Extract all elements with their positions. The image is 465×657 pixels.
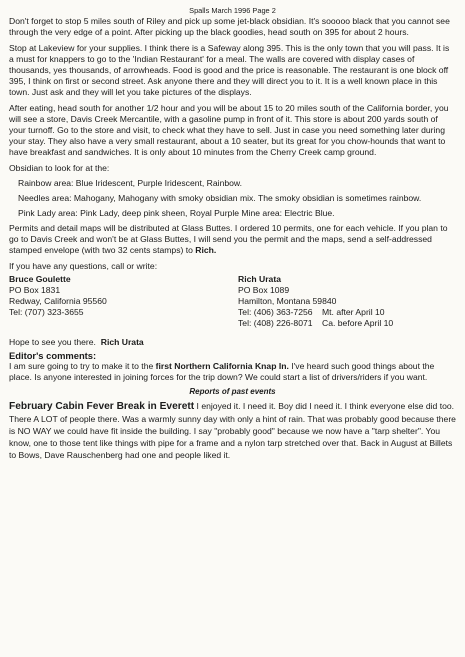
contact-bruce-city: Redway, California 95560: [9, 296, 107, 306]
area-needles: Needles area: Mahogany, Mahogany with smoky obsidian mix. The smoky obsidian is sometimes rainbow.: [18, 193, 422, 203]
hope-text: Hope to see you there.: [9, 337, 96, 347]
contact-bruce-box: PO Box 1831: [9, 285, 61, 295]
paragraph-riley: Don't forget to stop 5 miles south of Riley and pick up some jet-black obsidian. It's sooooo black that you cannot see through the very edge of a point. After picking up the black goodies, head south on 395 for about 2 hours.: [9, 16, 450, 37]
editor-text-lead: I am sure going to try to make it to the: [9, 361, 156, 371]
contact-rich-tel-ca-note: Ca. before April 10: [322, 318, 394, 328]
contact-rich-tel-mt: Tel: (406) 363-7256: [238, 307, 313, 317]
editor-text-rest: I've heard such good things about the place. Is anyone interested in joining forces for the trip down? We could start a list of drivers/riders if you want.: [9, 361, 435, 382]
contact-rich-city: Hamilton, Montana 59840: [238, 296, 337, 306]
page-header: Spalls March 1996 Page 2: [189, 6, 276, 15]
paragraph-davis-creek: After eating, head south for another 1/2 hour and you will be about 15 to 20 miles south of the California border, you will see a store, Davis Creek Mercantile, with a gasoline pump in front of it. This store is about 200 yards south of your turnoff. Go to the store and visit, to check what they have to sell. Just in case you need something later during your stay. They also have a very small restaurant, about a 10 seater, but its great for you chow-hounds that want to have breakfast and sandwiches. It is only about 10 minutes from the Cherry Creek camp ground.: [9, 103, 449, 157]
permits-text: Permits and detail maps will be distributed at Glass Buttes. I ordered 10 permits, one for each vehicle. If you plan to go to Davis Creek and won't be at Glass Buttes, I will send you the permit and the maps, send a self-addressed stamped envelope (with two 32 cents stamps) to: [9, 223, 448, 255]
february-report-title: February Cabin Fever Break in Everett: [9, 401, 195, 412]
questions-line: If you have any questions, call or write:: [9, 261, 158, 271]
contact-bruce: [9, 274, 238, 329]
area-rainbow: Rainbow area: Blue Iridescent, Purple Iridescent, Rainbow.: [18, 178, 243, 188]
contact-rich: [238, 274, 393, 329]
contact-rich-name: Rich Urata: [238, 274, 281, 284]
february-report: [9, 400, 456, 461]
reports-heading: Reports of past events: [189, 387, 276, 396]
contact-rich-tel-mt-row: [238, 307, 393, 318]
area-pink-lady: Pink Lady area: Pink Lady, deep pink sheen, Royal Purple Mine area: Electric Blue.: [18, 208, 335, 218]
contact-rich-tel-mt-note: Mt. after April 10: [322, 307, 385, 317]
obsidian-intro: Obsidian to look for at the:: [9, 163, 110, 173]
editor-comments: [9, 361, 456, 383]
contact-rich-tel-ca: Tel: (408) 226-8071: [238, 318, 313, 328]
contact-rich-box: PO Box 1089: [238, 285, 290, 295]
permits-name: Rich.: [195, 245, 217, 255]
february-report-text: I enjoyed it. I need it. Boy did I need it. I think everyone else did too. There A LOT of people there. Was a warmly sunny day with only a hint of rain. That was probably good because there is NO WAY we could have fit inside the building. I say "probably good" because we now have a "tarp shelter". You know, one to those tent like things with pipe for a frame and a nylon tarp stretched over that. Back in August at Billets to Bows, Dave Rauschenberg had one and people liked it.: [9, 401, 456, 460]
paragraph-lakeview: Stop at Lakeview for your supplies. I think there is a Safeway along 395. This is the only town that you will pass. It is a must for knappers to go to the 'Indian Restaurant' for a meal. The walls are covered with display cases of thousands, yes thousands, of arrowheads. Food is good and the price is reasonable. The restaurant is one block off 395, I think on first or second street. Ask anyone there and they will direct you to it. It is a well known place in this town. Just ask and they will let you take pictures of the displays.: [9, 43, 450, 97]
hope-signature: Rich Urata: [100, 337, 144, 347]
contact-bruce-tel: Tel: (707) 323-3655: [9, 307, 84, 317]
contact-bruce-name: Bruce Goulette: [9, 274, 71, 284]
hope-line: [9, 337, 456, 348]
paragraph-permits: [9, 223, 456, 256]
contact-addresses: [9, 274, 456, 329]
editor-heading: Editor's comments:: [9, 350, 97, 361]
editor-text-bold: first Northern California Knap In.: [155, 361, 289, 371]
contact-rich-tel-ca-row: [238, 318, 393, 329]
